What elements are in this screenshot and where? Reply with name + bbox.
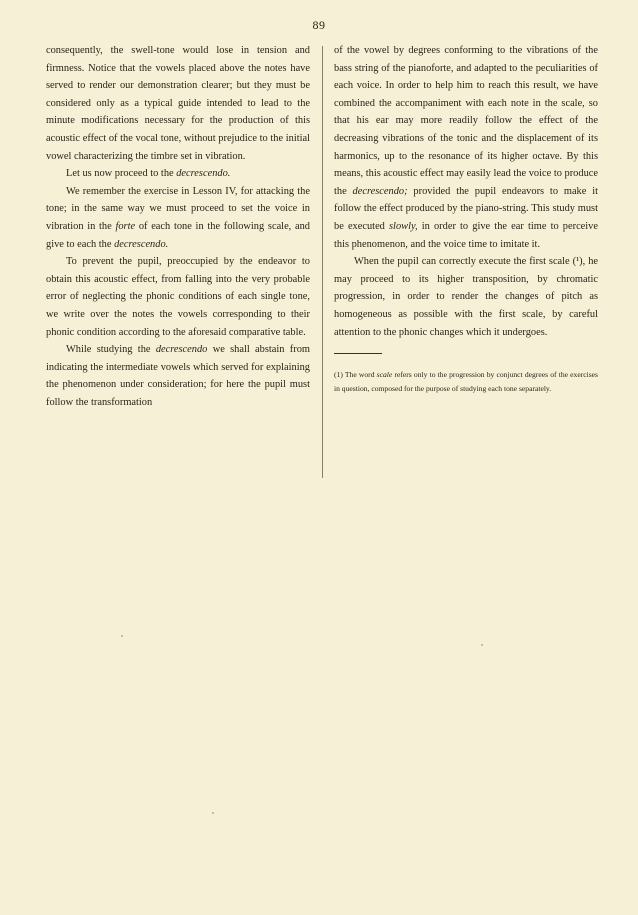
emphasis-forte: forte (115, 220, 136, 232)
footnote (334, 368, 598, 396)
right-paragraph-2: When the pupil can correctly execute the first scale (¹), he may proceed to its higher transposition, by chromatic progression, in order to render the changes of pitch as homogeneous as possible with the first scale, by careful attention to the phonic changes which it undergoes. (334, 256, 598, 338)
emphasis-decrescendo: decrescendo; (352, 185, 408, 197)
text-run: refers only to the progression by conjunct degrees of the exercises in question, composed for the purpose of studying each tone separately. (334, 370, 598, 394)
text-run: of each tone in the following scale, and give to each the (46, 220, 310, 250)
emphasis-scale: scale (376, 370, 393, 380)
text-run: (1) The word (334, 370, 377, 380)
page-number: 89 (312, 18, 326, 32)
text-run: We remember the exercise in Lesson IV, for attacking the tone; in the same way we must proceed to set the voice in vibration in the (46, 185, 310, 232)
left-column (46, 42, 310, 411)
text-run: in order to give the ear time to perceive this phenomenon, and the voice time to imitate it. (334, 220, 598, 250)
emphasis-slowly: slowly, (389, 220, 418, 232)
footnote-rule (334, 353, 382, 354)
left-paragraph-1: consequently, the swell-tone would lose in tension and firmness. Notice that the vowels placed above the notes have served to render our demonstration clearer; but they must be considered only as a typical guide intended to lead to the minute modifications necessary for the production of this acoustic effect of the vocal tone, without prejudice to the initial vowel characterizing the timbre set in vibration. (46, 45, 310, 162)
paper-speck (212, 812, 214, 814)
text-run: provided the pupil endeavors to make it follow the effect produced by the piano-string. This study must be executed (334, 185, 598, 232)
left-paragraph-5 (46, 341, 310, 411)
emphasis-decrescendo: decrescendo (155, 344, 208, 356)
emphasis-decrescendo: decrescendo. (176, 168, 231, 180)
text-run: of the vowel by degrees conforming to the vibrations of the bass string of the pianoforte, and adapted to the peculiarities of each voice. In order to help him to reach this result, we have combined the accompaniment with each note in the scale, so that his ear may more readily follow the effect of the decreasing vibrations of the tonic and the displacement of its harmonics, up to the resonance of its higher octave. By this means, this acoustic effect may easily lead the voice to produce the (334, 45, 598, 197)
emphasis-decrescendo: decrescendo. (114, 238, 169, 250)
text-run: we shall abstain from indicating the intermediate vowels which served for explaining the phenomenon under consideration; for here the pupil must follow the transformation (46, 344, 311, 408)
left-paragraph-4: To prevent the pupil, preoccupied by the endeavor to obtain this acoustic effect, from falling into the very probable error of neglecting the phonic conditions of each single tone, we write over the notes the vowels corresponding to their phonic condition according to the aforesaid comparative table. (46, 256, 310, 338)
left-paragraph-2 (46, 165, 310, 183)
column-divider (322, 46, 323, 478)
paper-speck (481, 644, 483, 646)
right-column (334, 42, 598, 396)
text-run: Let us now proceed to the (66, 168, 177, 180)
right-paragraph-1 (334, 42, 598, 253)
left-paragraph-3 (46, 183, 310, 253)
paper-speck (121, 635, 123, 637)
text-run: While studying the (66, 344, 156, 356)
